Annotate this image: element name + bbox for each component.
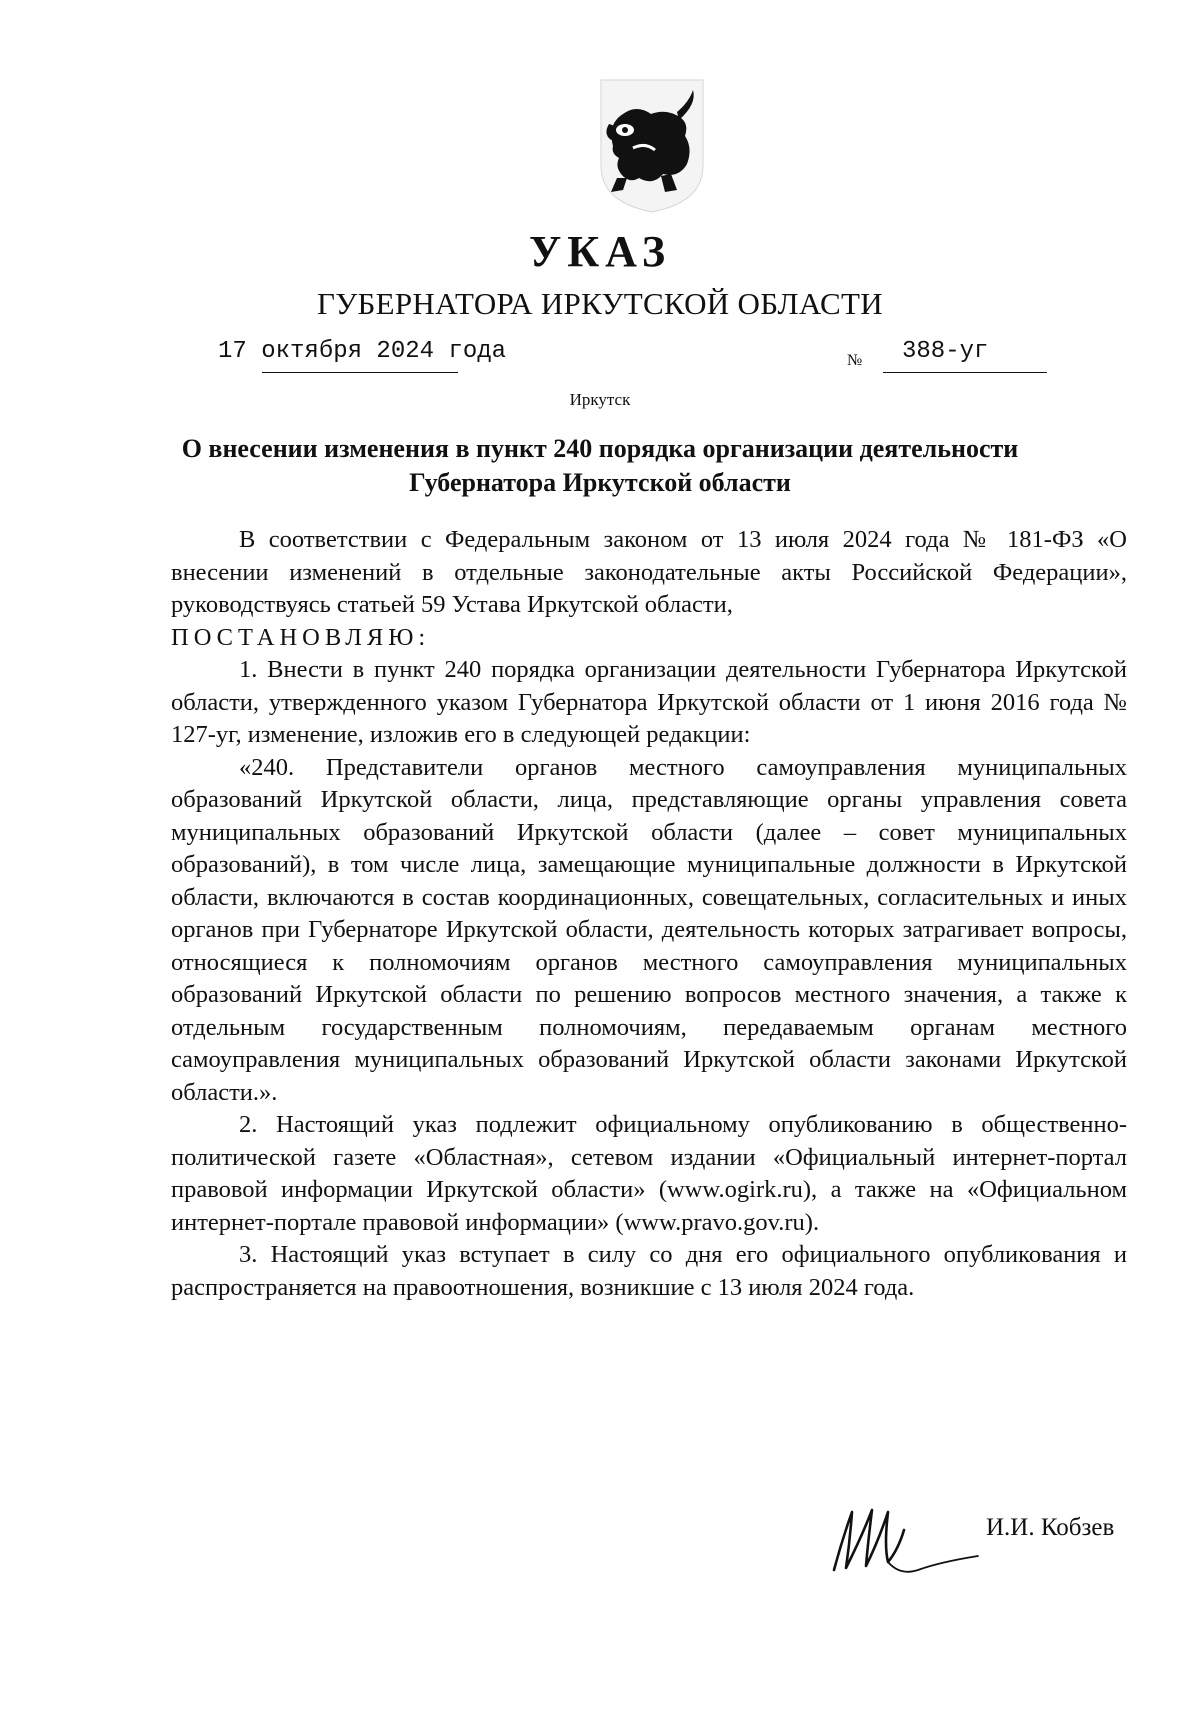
decree-word: ПОСТАНОВЛЯЮ: xyxy=(171,623,431,651)
item-3-paragraph: 3. Настоящий указ вступает в силу со дня его официального опубликования и распространяется на правоотношения, возникшие с 13 июля 2024 года. xyxy=(171,1241,1127,1301)
number-sign: № xyxy=(847,352,863,369)
document-number: 388-уг xyxy=(902,338,989,365)
document-date: 17 октября 2024 года xyxy=(218,338,507,365)
issue-city: Иркутск xyxy=(569,390,631,409)
document-heading xyxy=(150,432,1050,500)
document-body xyxy=(171,524,1127,1304)
item-2-paragraph: 2. Настоящий указ подлежит официальному опубликованию в общественно-политической газете «Областная», сетевом издании «Официальный интернет-портал правовой информации Иркутской области» (www.ogirk.ru), а также на «Официальном интернет-портале правовой информации» (www.pravo.gov.ru). xyxy=(171,1111,1127,1236)
item-1-quoted-text: «240. Представители органов местного самоуправления муниципальных образований Иркутской области, лица, представляющие органы управления совета муниципальных образований Иркутской области (далее – совет муниципальных образований), в том числе лица, замещающие муниципальные должности в Иркутской области, включаются в состав координационных, совещательных, согласительных и иных органов при Губернаторе Иркутской области, деятельность которых затрагивает вопросы, относящиеся к полномочиям органов местного самоуправления муниципальных образований Иркутской области по решению вопросов местного значения, а также к отдельным государственным полномочиям, передаваемым органам местного самоуправления муниципальных образований Иркутской области законами Иркутской области.». xyxy=(171,753,1127,1106)
signer-name: И.И. Кобзев xyxy=(986,1514,1115,1541)
date-field xyxy=(218,338,507,366)
heading-line-1: О внесении изменения в пункт 240 порядка организации деятельности xyxy=(181,434,1019,463)
heading-line-2: Губернатора Иркутской области xyxy=(409,468,791,497)
issuing-authority: ГУБЕРНАТОРА ИРКУТСКОЙ ОБЛАСТИ xyxy=(317,286,883,321)
beaver-sable-coat-of-arms-icon xyxy=(593,74,711,214)
item-1-paragraph: 1. Внести в пункт 240 порядка организации деятельности Губернатора Иркутской области, утвержденного указом Губернатора Иркутской области от 1 июня 2016 года № 127-уг, изменение, изложив его в следующей редакции: xyxy=(171,656,1127,748)
handwritten-signature xyxy=(828,1490,988,1580)
document-type-title: УКАЗ xyxy=(528,227,672,276)
number-underline xyxy=(883,372,1047,373)
date-underline xyxy=(262,372,458,373)
preamble-paragraph: В соответствии с Федеральным законом от 13 июля 2024 года № 181-ФЗ «О внесении изменений в отдельные законодательные акты Российской Федерации», руководствуясь статьей 59 Устава Иркутской области, xyxy=(171,526,1127,618)
